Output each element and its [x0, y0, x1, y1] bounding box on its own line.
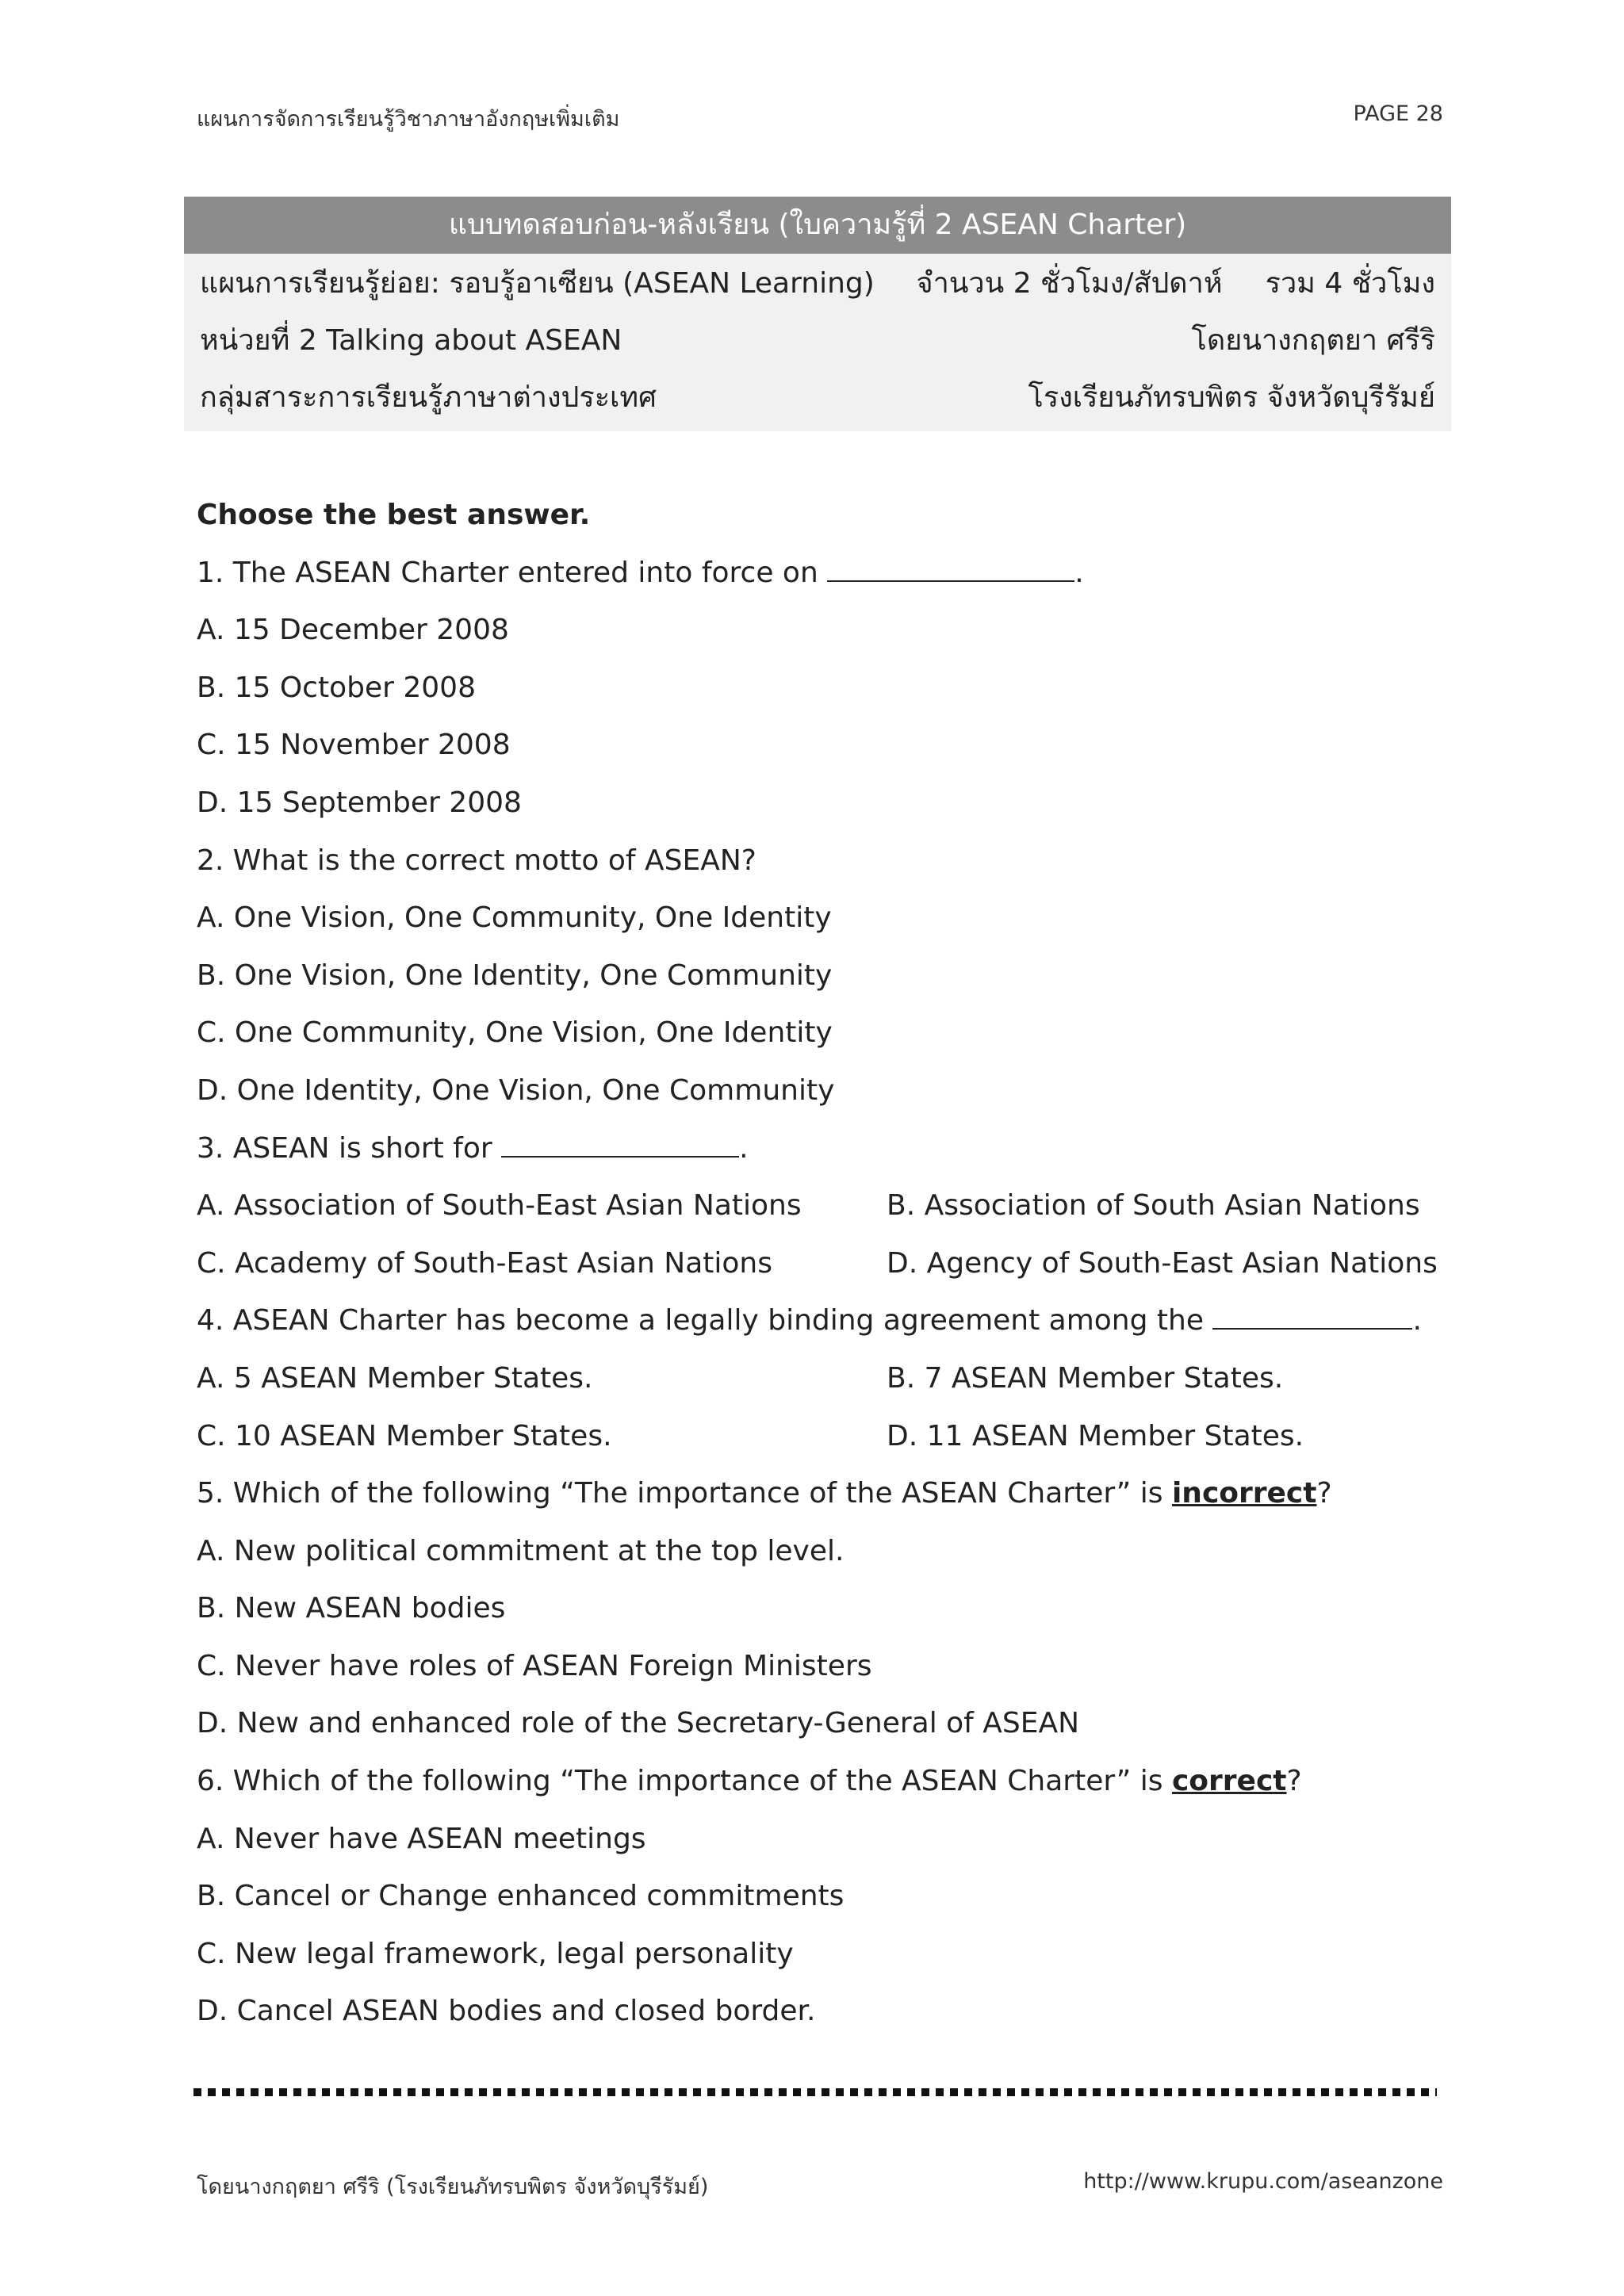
q4-option-c: C. 10 ASEAN Member States. — [197, 1419, 612, 1452]
answer-blank — [827, 557, 1074, 582]
q1-option-c: C. 15 November 2008 — [197, 729, 511, 762]
page-number: PAGE 28 — [1353, 101, 1443, 126]
q3-option-d: D. Agency of South-East Asian Nations — [887, 1246, 1438, 1280]
q2-option-b: B. One Vision, One Identity, One Community — [197, 959, 833, 992]
unit-label: หน่วยที่ 2 Talking about ASEAN — [200, 324, 622, 357]
q1-option-d: D. 15 September 2008 — [197, 786, 522, 819]
dotted-divider — [193, 2088, 1437, 2096]
emphasis-correct: correct — [1171, 1765, 1287, 1798]
lesson-info-box — [184, 197, 1451, 431]
q3-option-c: C. Academy of South-East Asian Nations — [197, 1246, 772, 1280]
q5-option-b: B. New ASEAN bodies — [197, 1592, 506, 1625]
answer-blank — [1212, 1304, 1412, 1330]
q1-option-a: A. 15 December 2008 — [197, 614, 509, 647]
teacher-name: โดยนางกฤตยา ศรีริ — [1191, 324, 1435, 357]
q3-option-a: A. Association of South-East Asian Nations — [197, 1189, 802, 1223]
school-name: โรงเรียนภัทรบพิตร จังหวัดบุรีรัมย์ — [1028, 381, 1435, 414]
footer-url: http://www.krupu.com/aseanzone — [1083, 2169, 1443, 2194]
emphasis-incorrect: incorrect — [1171, 1477, 1317, 1510]
footer-author: โดยนางกฤตยา ศรีริ (โรงเรียนภัทรบพิตร จังหวัดบุรีรัมย์) — [197, 2175, 709, 2199]
q6-option-c: C. New legal framework, legal personality — [197, 1937, 794, 1970]
info-row-school — [200, 369, 1435, 427]
q4-option-a: A. 5 ASEAN Member States. — [197, 1361, 593, 1395]
subplan-label: แผนการเรียนรู้ย่อย: รอบรู้อาเซียน (ASEAN Learning) — [200, 267, 875, 300]
q6-option-b: B. Cancel or Change enhanced commitments — [197, 1880, 845, 1913]
q5-option-a: A. New political commitment at the top level. — [197, 1534, 845, 1567]
q4-option-d: D. 11 ASEAN Member States. — [887, 1419, 1304, 1452]
total-hours: รวม 4 ชั่วโมง — [1265, 267, 1435, 300]
question-6: 6. Which of the following “The importance of the ASEAN Charter” is correct? — [197, 1765, 1302, 1798]
q5-option-d: D. New and enhanced role of the Secretary-General of ASEAN — [197, 1707, 1080, 1740]
question-3: 3. ASEAN is short for . — [197, 1131, 749, 1165]
q3-option-b: B. Association of South Asian Nations — [887, 1189, 1420, 1223]
question-1: 1. The ASEAN Charter entered into force on . — [197, 556, 1084, 589]
q2-option-a: A. One Vision, One Community, One Identity — [197, 901, 832, 935]
q6-option-a: A. Never have ASEAN meetings — [197, 1822, 646, 1855]
quiz-content — [197, 487, 1465, 2041]
q5-option-c: C. Never have roles of ASEAN Foreign Ministers — [197, 1649, 872, 1682]
running-header-title: แผนการจัดการเรียนรู้วิชาภาษาอังกฤษเพิ่มเติม — [197, 107, 620, 132]
question-2: 2. What is the correct motto of ASEAN? — [197, 844, 756, 877]
q4-option-b: B. 7 ASEAN Member States. — [887, 1361, 1284, 1395]
test-title: แบบทดสอบก่อน-หลังเรียน (ใบความรู้ที่ 2 ASEAN Charter) — [184, 197, 1451, 254]
q2-option-d: D. One Identity, One Vision, One Community — [197, 1073, 835, 1107]
q1-option-b: B. 15 October 2008 — [197, 671, 476, 704]
hours-per-week: จำนวน 2 ชั่วโมง/สัปดาห์ — [916, 267, 1223, 300]
info-row-unit — [200, 312, 1435, 369]
q2-option-c: C. One Community, One Vision, One Identity — [197, 1016, 833, 1050]
q6-option-d: D. Cancel ASEAN bodies and closed border. — [197, 1995, 816, 2028]
info-row-subplan — [200, 255, 1435, 312]
answer-blank — [501, 1132, 739, 1158]
instructions: Choose the best answer. — [197, 499, 591, 531]
question-4: 4. ASEAN Charter has become a legally binding agreement among the . — [197, 1304, 1422, 1337]
subject-group: กลุ่มสาระการเรียนรู้ภาษาต่างประเทศ — [200, 381, 657, 414]
question-5: 5. Which of the following “The importance of the ASEAN Charter” is incorrect? — [197, 1477, 1332, 1510]
lesson-details — [184, 254, 1451, 431]
